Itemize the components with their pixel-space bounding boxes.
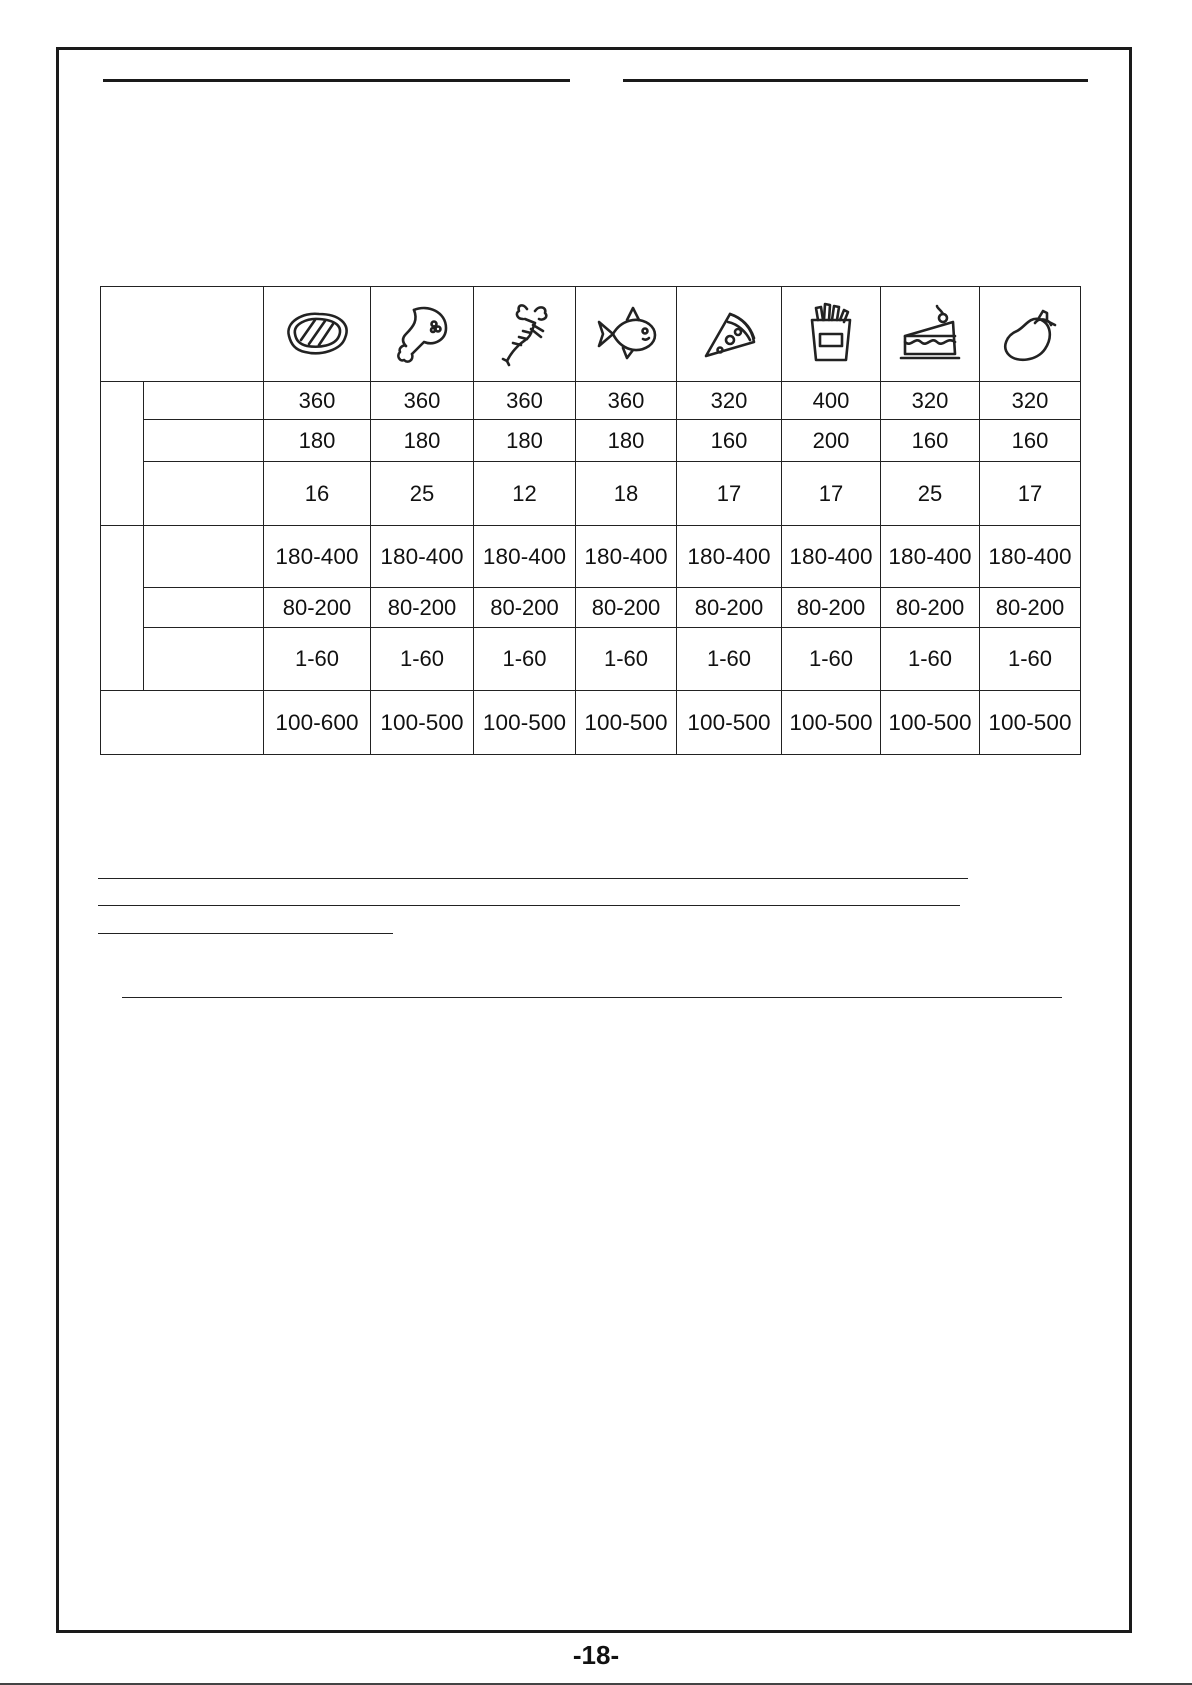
- table-cell: 200: [782, 420, 881, 462]
- table-cell: 1-60: [576, 628, 677, 691]
- table-cell: 360: [371, 382, 474, 420]
- table-cell: 160: [980, 420, 1081, 462]
- body-text-rule: [98, 905, 960, 906]
- preset-row-3: [101, 462, 1081, 526]
- table-cell: 180-400: [371, 526, 474, 588]
- page-border: [56, 47, 1132, 1633]
- header-corner-cell: [101, 287, 264, 382]
- table-cell: 17: [782, 462, 881, 526]
- table-cell: 100-500: [881, 691, 980, 755]
- preset-group-label-cell: [101, 382, 144, 526]
- range-row-label-cell: [144, 628, 264, 691]
- preset-row-2: [101, 420, 1081, 462]
- fish-icon: [576, 287, 677, 382]
- table-cell: 1-60: [264, 628, 371, 691]
- table-cell: 180: [576, 420, 677, 462]
- preset-row-label-cell: [144, 462, 264, 526]
- chicken-drumstick-icon: [371, 287, 474, 382]
- header-rule-right: [623, 79, 1088, 82]
- table-cell: 160: [881, 420, 980, 462]
- weight-row-label-cell: [101, 691, 264, 755]
- table-cell: 17: [677, 462, 782, 526]
- table-cell: 18: [576, 462, 677, 526]
- table-cell: 100-600: [264, 691, 371, 755]
- table-cell: 180-400: [881, 526, 980, 588]
- table-cell: 400: [782, 382, 881, 420]
- table-cell: 320: [881, 382, 980, 420]
- body-text-rule: [98, 933, 393, 934]
- table-cell: 100-500: [576, 691, 677, 755]
- table-cell: 180: [371, 420, 474, 462]
- table-cell: 180: [264, 420, 371, 462]
- page-number: -18-: [572, 1640, 620, 1670]
- table-cell: 360: [474, 382, 576, 420]
- table-cell: 180: [474, 420, 576, 462]
- table-cell: 100-500: [474, 691, 576, 755]
- table-cell: 360: [576, 382, 677, 420]
- table-cell: 100-500: [782, 691, 881, 755]
- table-cell: 80-200: [576, 588, 677, 628]
- shrimp-icon: [474, 287, 576, 382]
- table-cell: 100-500: [677, 691, 782, 755]
- table-cell: 80-200: [677, 588, 782, 628]
- body-text-rule: [122, 997, 1062, 998]
- preset-row-label-cell: [144, 382, 264, 420]
- table-cell: 80-200: [980, 588, 1081, 628]
- table-cell: 320: [980, 382, 1081, 420]
- table-cell: 180-400: [677, 526, 782, 588]
- table-cell: 25: [881, 462, 980, 526]
- table-cell: 160: [677, 420, 782, 462]
- table-cell: 12: [474, 462, 576, 526]
- table-cell: 180-400: [474, 526, 576, 588]
- pizza-icon: [677, 287, 782, 382]
- table-cell: 320: [677, 382, 782, 420]
- table-cell: 1-60: [782, 628, 881, 691]
- table-cell: 1-60: [677, 628, 782, 691]
- table-cell: 25: [371, 462, 474, 526]
- range-row-label-cell: [144, 526, 264, 588]
- table-cell: 100-500: [371, 691, 474, 755]
- range-row-1: [101, 526, 1081, 588]
- range-row-3: [101, 628, 1081, 691]
- table-cell: 1-60: [881, 628, 980, 691]
- eggplant-icon: [980, 287, 1081, 382]
- cake-icon: [881, 287, 980, 382]
- table-cell: 180-400: [980, 526, 1081, 588]
- table-cell: 80-200: [881, 588, 980, 628]
- range-group-label-cell: [101, 526, 144, 691]
- table-cell: 360: [264, 382, 371, 420]
- header-rule-left: [103, 79, 570, 82]
- table-cell: 100-500: [980, 691, 1081, 755]
- table-cell: 180-400: [264, 526, 371, 588]
- preset-row-1: [101, 382, 1081, 420]
- table-cell: 180-400: [782, 526, 881, 588]
- table-cell: 16: [264, 462, 371, 526]
- range-row-label-cell: [144, 588, 264, 628]
- table-cell: 80-200: [371, 588, 474, 628]
- table-cell: 80-200: [782, 588, 881, 628]
- table-cell: 17: [980, 462, 1081, 526]
- table-cell: 1-60: [980, 628, 1081, 691]
- steak-icon: [264, 287, 371, 382]
- icon-row: [101, 287, 1081, 382]
- preset-row-label-cell: [144, 420, 264, 462]
- cooking-chart-table: [100, 286, 1081, 755]
- body-text-rule: [98, 878, 968, 879]
- table-cell: 80-200: [264, 588, 371, 628]
- table-cell: 80-200: [474, 588, 576, 628]
- table-cell: 1-60: [371, 628, 474, 691]
- table-cell: 1-60: [474, 628, 576, 691]
- french-fries-icon: [782, 287, 881, 382]
- range-row-2: [101, 588, 1081, 628]
- table-cell: 180-400: [576, 526, 677, 588]
- weight-row: [101, 691, 1081, 755]
